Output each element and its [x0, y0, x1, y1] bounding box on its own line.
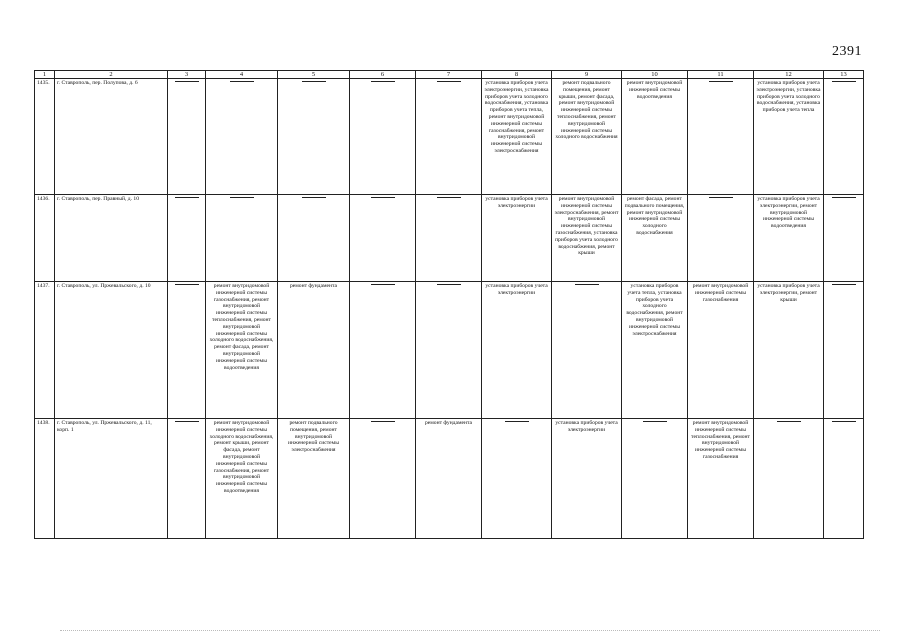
table-row — [35, 282, 864, 419]
row-number: 1435. — [35, 79, 55, 195]
column-number: 10 — [622, 71, 688, 79]
work-list-cell: установка приборов учета электроэнергии, установка приборов учета холодного водоснабжения, установка приборов учета тепла, ремонт внутридомовой инженерной системы газоснабжения, ремонт внутридомовой инженерной системы электроснабжения — [482, 79, 552, 195]
work-list-cell: ремонт внутридомовой инженерной системы холодного водоснабжения, ремонт крыши, ремонт фасада, ремонт внутридомовой инженерной системы газоснабжения, ремонт внутридомовой инженерной системы водоотведения — [206, 419, 278, 539]
work-list-cell: ремонт фундамента — [416, 419, 482, 539]
work-list-cell: установка приборов учета электроэнергии, ремонт внутридомовой инженерной системы водоотведения — [754, 195, 824, 282]
empty-cell — [350, 419, 416, 539]
work-list-cell: ремонт подвального помещения, ремонт крыши, ремонт фасада, ремонт внутридомовой инженерной системы теплоснабжения, ремонт внутридомовой инженерной системы холодного водоснабжения — [552, 79, 622, 195]
row-number: 1436. — [35, 195, 55, 282]
empty-cell — [278, 79, 350, 195]
dash-mark — [437, 81, 461, 82]
column-number: 13 — [824, 71, 864, 79]
empty-cell — [416, 79, 482, 195]
building-address: г. Ставрополь, пер. Полупова, д. 6 — [55, 79, 168, 195]
empty-cell — [754, 419, 824, 539]
building-address: г. Ставрополь, ул. Пржевальского, д. 10 — [55, 282, 168, 419]
work-list-cell: ремонт фасада, ремонт подвального помещения, ремонт внутридомовой инженерной системы холодного водоснабжения — [622, 195, 688, 282]
empty-cell — [168, 79, 206, 195]
column-number: 5 — [278, 71, 350, 79]
column-number-row — [35, 71, 864, 79]
dash-mark — [175, 421, 199, 422]
empty-cell — [416, 195, 482, 282]
dash-mark — [230, 81, 254, 82]
empty-cell — [350, 79, 416, 195]
repair-schedule-table-wrap — [34, 70, 863, 544]
building-address: г. Ставрополь, пер. Правный, д. 10 — [55, 195, 168, 282]
empty-cell — [688, 79, 754, 195]
dash-mark — [643, 421, 667, 422]
dash-mark — [175, 197, 199, 198]
work-list-cell: установка приборов учета электроэнергии, установка приборов учета холодного водоснабжения, установка приборов учета тепла — [754, 79, 824, 195]
work-list-cell: установка приборов учета электроэнергии — [482, 282, 552, 419]
work-list-cell: установка приборов учета электроэнергии, ремонт крыши — [754, 282, 824, 419]
empty-cell — [206, 79, 278, 195]
table-row — [35, 79, 864, 195]
empty-cell — [688, 195, 754, 282]
dash-mark — [505, 421, 529, 422]
work-list-cell: установка приборов учета электроэнергии — [552, 419, 622, 539]
empty-cell — [206, 195, 278, 282]
empty-cell — [824, 282, 864, 419]
work-list-cell: ремонт фундамента — [278, 282, 350, 419]
repair-schedule-table — [34, 70, 864, 539]
work-list-cell: ремонт внутридомовой инженерной системы водоотведения — [622, 79, 688, 195]
dash-mark — [437, 197, 461, 198]
dash-mark — [832, 284, 856, 285]
dash-mark — [437, 284, 461, 285]
column-number: 12 — [754, 71, 824, 79]
work-list-cell: установка приборов учета электроэнергии — [482, 195, 552, 282]
table-row — [35, 195, 864, 282]
column-number: 9 — [552, 71, 622, 79]
page-number: 2391 — [832, 44, 862, 59]
scan-artifact-line — [60, 630, 880, 632]
row-number: 1438. — [35, 419, 55, 539]
dash-mark — [832, 421, 856, 422]
dash-mark — [371, 81, 395, 82]
empty-cell — [168, 419, 206, 539]
dash-mark — [371, 197, 395, 198]
dash-mark — [175, 284, 199, 285]
dash-mark — [709, 81, 733, 82]
empty-cell — [824, 79, 864, 195]
dash-mark — [371, 421, 395, 422]
column-number: 11 — [688, 71, 754, 79]
empty-cell — [824, 195, 864, 282]
empty-cell — [350, 282, 416, 419]
dash-mark — [175, 81, 199, 82]
work-list-cell: ремонт подвального помещения, ремонт внутридомовой инженерной системы электроснабжения — [278, 419, 350, 539]
work-list-cell: установка приборов учета тепла, установка приборов учета холодного водоснабжения, ремонт внутридомовой инженерной системы электроснабжения — [622, 282, 688, 419]
empty-cell — [350, 195, 416, 282]
column-number: 4 — [206, 71, 278, 79]
dash-mark — [230, 197, 254, 198]
column-number: 7 — [416, 71, 482, 79]
row-number: 1437. — [35, 282, 55, 419]
dash-mark — [371, 284, 395, 285]
empty-cell — [552, 282, 622, 419]
empty-cell — [168, 195, 206, 282]
column-number: 6 — [350, 71, 416, 79]
column-number: 8 — [482, 71, 552, 79]
dash-mark — [709, 197, 733, 198]
empty-cell — [482, 419, 552, 539]
column-number: 3 — [168, 71, 206, 79]
building-address: г. Ставрополь, ул. Пржевальского, д. 11, корп. 1 — [55, 419, 168, 539]
dash-mark — [832, 81, 856, 82]
work-list-cell: ремонт внутридомовой инженерной системы газоснабжения — [688, 282, 754, 419]
empty-cell — [278, 195, 350, 282]
column-number: 2 — [55, 71, 168, 79]
column-number: 1 — [35, 71, 55, 79]
table-row — [35, 419, 864, 539]
dash-mark — [302, 81, 326, 82]
work-list-cell: ремонт внутридомовой инженерной системы электроснабжения, ремонт внутридомовой инженерной системы газоснабжения, установка приборов учета холодного водоснабжения, ремонт крыши — [552, 195, 622, 282]
empty-cell — [168, 282, 206, 419]
dash-mark — [832, 197, 856, 198]
dash-mark — [777, 421, 801, 422]
work-list-cell: ремонт внутридомовой инженерной системы теплоснабжения, ремонт внутридомовой инженерной системы газоснабжения — [688, 419, 754, 539]
dash-mark — [575, 284, 599, 285]
work-list-cell: ремонт внутридомовой инженерной системы газоснабжения, ремонт внутридомовой инженерной системы теплоснабжения, ремонт внутридомовой инженерной системы холодного водоснабжения, ремонт фасада, ремонт внутридомовой инженерной системы водоотведения — [206, 282, 278, 419]
empty-cell — [824, 419, 864, 539]
dash-mark — [302, 197, 326, 198]
empty-cell — [416, 282, 482, 419]
empty-cell — [622, 419, 688, 539]
